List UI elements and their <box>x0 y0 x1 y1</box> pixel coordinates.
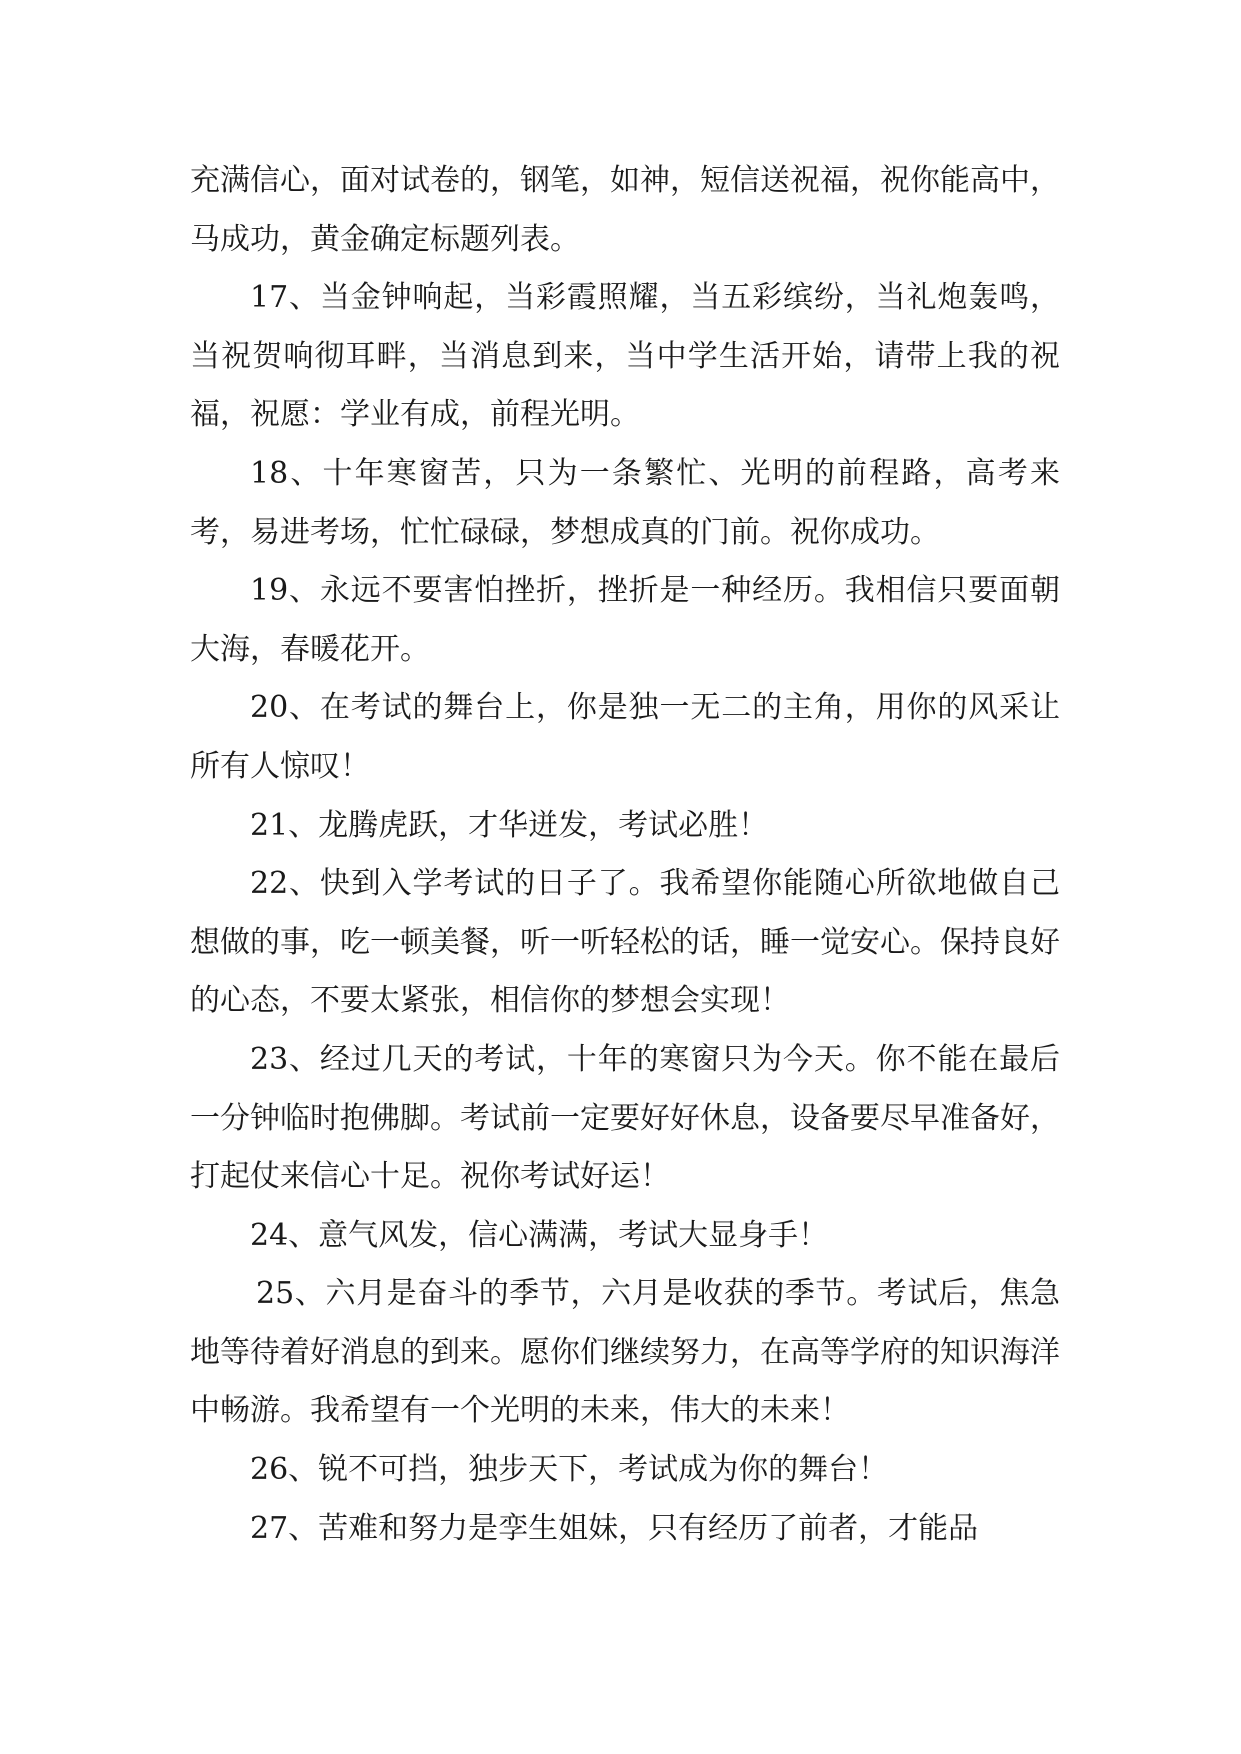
paragraph-item-26: 26、锐不可挡，独步天下，考试成为你的舞台！ <box>250 1452 889 1488</box>
paragraph-item-27: 27、苦难和努力是孪生姐妹，只有经历了前者，才能品 <box>250 1510 979 1546</box>
paragraph-item-19: 19、永远不要害怕挫折，挫折是一种经历。我相信只要面朝大海，春暖花开。 <box>190 573 1060 667</box>
paragraph-item-22: 22、快到入学考试的日子了。我希望你能随心所欲地做自己想做的事，吃一顿美餐，听一听轻松的话，睡一觉安心。保持良好的心态，不要太紧张，相信你的梦想会实现！ <box>190 866 1060 1019</box>
paragraph-item-25: 25、六月是奋斗的季节，六月是收获的季节。考试后，焦急地等待着好消息的到来。愿你们继续努力，在高等学府的知识海洋中畅游。我希望有一个光明的未来，伟大的未来！ <box>190 1276 1060 1429</box>
document-body <box>190 152 1060 1558</box>
paragraph-item-18: 18、十年寒窗苦，只为一条繁忙、光明的前程路，高考来考，易进考场，忙忙碌碌，梦想成真的门前。祝你成功。 <box>190 455 1060 550</box>
paragraph-item-21: 21、龙腾虎跃，才华迸发，考试必胜！ <box>250 807 769 843</box>
paragraph: 充满信心，面对试卷的，钢笔，如神，短信送祝福，祝你能高中，马成功，黄金确定标题列表。 <box>190 163 1060 257</box>
paragraph-item-24: 24、意气风发，信心满满，考试大显身手！ <box>250 1217 829 1253</box>
paragraph-item-17: 17、当金钟响起，当彩霞照耀，当五彩缤纷，当礼炮轰鸣，当祝贺响彻耳畔，当消息到来，当中学生活开始，请带上我的祝福，祝愿：学业有成，前程光明。 <box>190 280 1060 433</box>
paragraph-item-20: 20、在考试的舞台上，你是独一无二的主角，用你的风采让所有人惊叹！ <box>190 690 1060 784</box>
paragraph-item-23: 23、经过几天的考试，十年的寒窗只为今天。你不能在最后一分钟临时抱佛脚。考试前一定要好好休息，设备要尽早准备好，打起仗来信心十足。祝你考试好运！ <box>190 1041 1060 1195</box>
